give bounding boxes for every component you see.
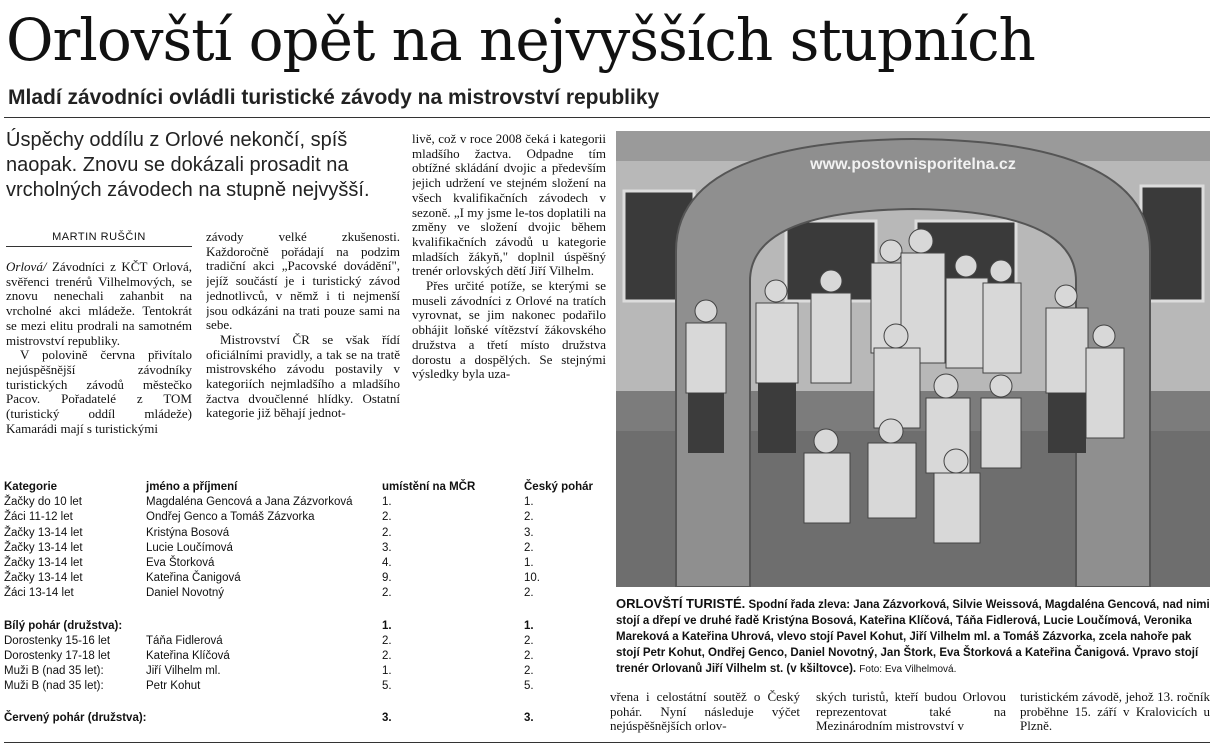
results-header-row	[4, 480, 604, 495]
cell-category: Žačky do 10 let	[4, 496, 82, 509]
cell-name: Kateřina Klíčová	[146, 649, 230, 662]
cell-category: Dorostenky 17-18 let	[4, 649, 111, 662]
cell-name: Eva Štorková	[146, 556, 215, 569]
subheadline: Mladí závodníci ovládli turistické závody na mistrovství republiky	[8, 86, 660, 109]
bottom-column-2-text: ských turistů, kteří budou Orlovou reprezentovat také na Mezinárodním mistrovství v	[816, 690, 1006, 734]
cell-cup: 3.	[524, 712, 534, 725]
article-column-2	[206, 230, 400, 474]
bottom-column-1	[610, 690, 800, 742]
cell-category: Žačky 13-14 let	[4, 526, 83, 539]
cell-placement: 9.	[382, 572, 392, 585]
table-row	[4, 586, 604, 601]
cell-category: Žačky 13-14 let	[4, 541, 83, 554]
column-1-paragraph-1: Závodníci z KČT Orlová, svěřenci trenérů Vilhelmových, se znovu nenechali zahanbit na vrcholné akci mládeže. Tentokrát se mezi elitu prodrali na samotném mistrovství republiky.	[6, 260, 192, 348]
cell-placement: 3.	[382, 712, 392, 725]
section-bily-pohar	[4, 619, 604, 634]
cell-placement: 2.	[382, 587, 392, 600]
column-1-paragraph-2: V polovině června přivítalo nejúspěšnější závodníky turistických závodů městečko Pacov. Pořadatelé z TOM (turistický oddíl mládeže) Kamarádi mají s turistickými	[6, 347, 192, 436]
table-row	[4, 556, 604, 571]
headline: Orlovští opět na nejvyšších stupních	[6, 6, 1035, 74]
column-3-paragraph-2: Přes určité potíže, se kterými se museli závodníci z Orlové na tratích vyrovnat, se jim nakonec podařilo obhájit loňské vítězství žákovského družstva a třetí místo družstva dorostu a dospělých. Se stejnými výsledky byla uza-	[412, 278, 606, 382]
cell-cup: 1.	[524, 556, 534, 569]
cell-placement: 5.	[382, 680, 392, 693]
section-title: Červený pohár (družstva):	[4, 712, 147, 725]
page-bottom-rule	[4, 742, 1210, 743]
cell-placement: 1.	[382, 619, 392, 632]
cell-cup: 5.	[524, 680, 534, 693]
cell-placement: 3.	[382, 541, 392, 554]
header-divider	[4, 117, 1210, 118]
table-row	[4, 495, 604, 510]
table-row	[4, 634, 604, 649]
article-column-1	[6, 260, 192, 474]
photo-caption	[616, 596, 1210, 678]
cell-name: Petr Kohut	[146, 680, 201, 693]
photo-banner-text: www.postovnisporitelna.cz	[810, 156, 1016, 173]
table-row	[4, 541, 604, 556]
cell-cup: 2.	[524, 541, 534, 554]
bottom-column-2	[816, 690, 1006, 742]
cell-cup: 1.	[524, 619, 534, 632]
table-row	[4, 649, 604, 664]
header-name: jméno a příjmení	[146, 481, 238, 493]
cell-cup: 2.	[524, 511, 534, 524]
table-row	[4, 526, 604, 541]
cell-category: Žačky 13-14 let	[4, 572, 83, 585]
table-row	[4, 679, 604, 694]
caption-title: ORLOVŠTÍ TURISTÉ.	[616, 596, 746, 611]
cell-placement: 1.	[382, 496, 392, 509]
header-placement: umístění na MČR	[382, 481, 476, 493]
cell-placement: 2.	[382, 634, 392, 647]
cell-cup: 1.	[524, 496, 534, 509]
cell-cup: 2.	[524, 587, 534, 600]
cell-category: Žáci 13-14 let	[4, 587, 74, 600]
cell-placement: 1.	[382, 665, 392, 678]
cell-name: Ondřej Genco a Tomáš Zázvorka	[146, 511, 315, 524]
column-2-paragraph-1: závody velké zkušenosti. Každoročně pořádají na podzim tradiční akci „Pacovské dovádění", jejíž součástí je i turistický závod jednotlivců, v němž i ti nejmenší jsou odkázáni na trati pouze sami na sebe.	[206, 230, 400, 333]
table-row	[4, 664, 604, 679]
section-cerveny-pohar	[4, 711, 604, 726]
bottom-column-3-text: turistickém závodě, jehož 13. ročník proběhne 15. září v Kralovicích u Plzně.	[1020, 690, 1210, 734]
photo-credit: Foto: Eva Vilhelmová.	[859, 664, 957, 675]
cell-cup: 2.	[524, 634, 534, 647]
cell-name: Táňa Fidlerová	[146, 634, 223, 647]
cell-cup: 3.	[524, 526, 534, 539]
bottom-column-1-text: vřena i celostátní soutěž o Český pohár. Nyní následuje výčet nejúspěšnějších orlov-	[610, 690, 800, 734]
cell-name: Kristýna Bosová	[146, 526, 230, 539]
header-cup: Český pohár	[524, 481, 594, 493]
cell-name: Lucie Loučímová	[146, 541, 233, 554]
cell-name: Magdaléna Gencová a Jana Zázvorková	[146, 496, 353, 509]
cell-placement: 2.	[382, 511, 392, 524]
cell-category: Muži B (nad 35 let):	[4, 665, 104, 678]
bottom-column-3	[1020, 690, 1210, 742]
cell-category: Žačky 13-14 let	[4, 556, 83, 569]
cell-name: Jiří Vilhelm ml.	[146, 665, 221, 678]
cell-placement: 2.	[382, 526, 392, 539]
cell-cup: 2.	[524, 665, 534, 678]
author-byline: MARTIN RUŠČIN	[6, 230, 192, 247]
team-photo	[616, 131, 1210, 587]
cell-cup: 2.	[524, 649, 534, 662]
cell-name: Daniel Novotný	[146, 587, 224, 600]
column-3-paragraph-1: livě, což v roce 2008 čeká i kategorii mladšího žactva. Odpadne tím obtížné skládání dvojic a především jejich udržení ve stejném složení na všech kvalifikačních závodech v sezoně. „I my jsme le-tos doplatili na změny ve složení dvojic během kvalifikačních závodů u kategorie mladších žákyň," doplnil úspěšný trenér orlovských dětí Jiří Vilhelm.	[412, 132, 606, 279]
dateline-place: Orlová/	[6, 260, 47, 274]
caption-text: Spodní řada zleva: Jana Zázvorková, Silvie Weissová, Magdaléna Gencová, nad nimi stojí a dřepí ve druhé řadě Kristýna Bosová, Kateřina Klíčová, Táňa Fidlerová, Lucie Loučímová, Veronika Mareková a Kateřina Uhrová, vlevo stojí Pavel Kohut, Jiří Vilhelm ml. a Tomáš Zázvorka, zcela nahoře pak stojí Petr Kohut, Ondřej Genco, Daniel Novotný, Jan Štork, Eva Štorková a Kateřina Čanigová. Vpravo stojí trenér Orlovanů Jiří Vilhelm st. (v kšiltovce).	[616, 599, 1210, 675]
table-row	[4, 571, 604, 586]
cell-category: Dorostenky 15-16 let	[4, 634, 111, 647]
cell-category: Žáci 11-12 let	[4, 511, 73, 524]
header-category: Kategorie	[4, 481, 58, 493]
article-column-3	[412, 132, 606, 474]
lead-paragraph: Úspěchy oddílu z Orlové nekončí, spíš naopak. Znovu se dokázali prosadit na vrcholných závodech na stupně nejvyšší.	[6, 129, 370, 201]
results-table	[4, 480, 604, 727]
column-2-paragraph-2: Mistrovství ČR se však řídí oficiálními pravidly, a tak se na tratě mistrovského závodu postavily v kategoriích nejmladšího a mladšího žactva dvoučlenné hlídky. Ostatní kategorie již běhají jednot-	[206, 331, 400, 421]
cell-name: Kateřina Čanigová	[146, 572, 241, 585]
team-photo-illustration	[616, 131, 1210, 587]
cell-cup: 10.	[524, 572, 540, 585]
cell-placement: 4.	[382, 556, 392, 569]
table-row	[4, 510, 604, 525]
cell-placement: 2.	[382, 649, 392, 662]
cell-category: Muži B (nad 35 let):	[4, 680, 104, 693]
section-title: Bílý pohár (družstva):	[4, 619, 123, 632]
